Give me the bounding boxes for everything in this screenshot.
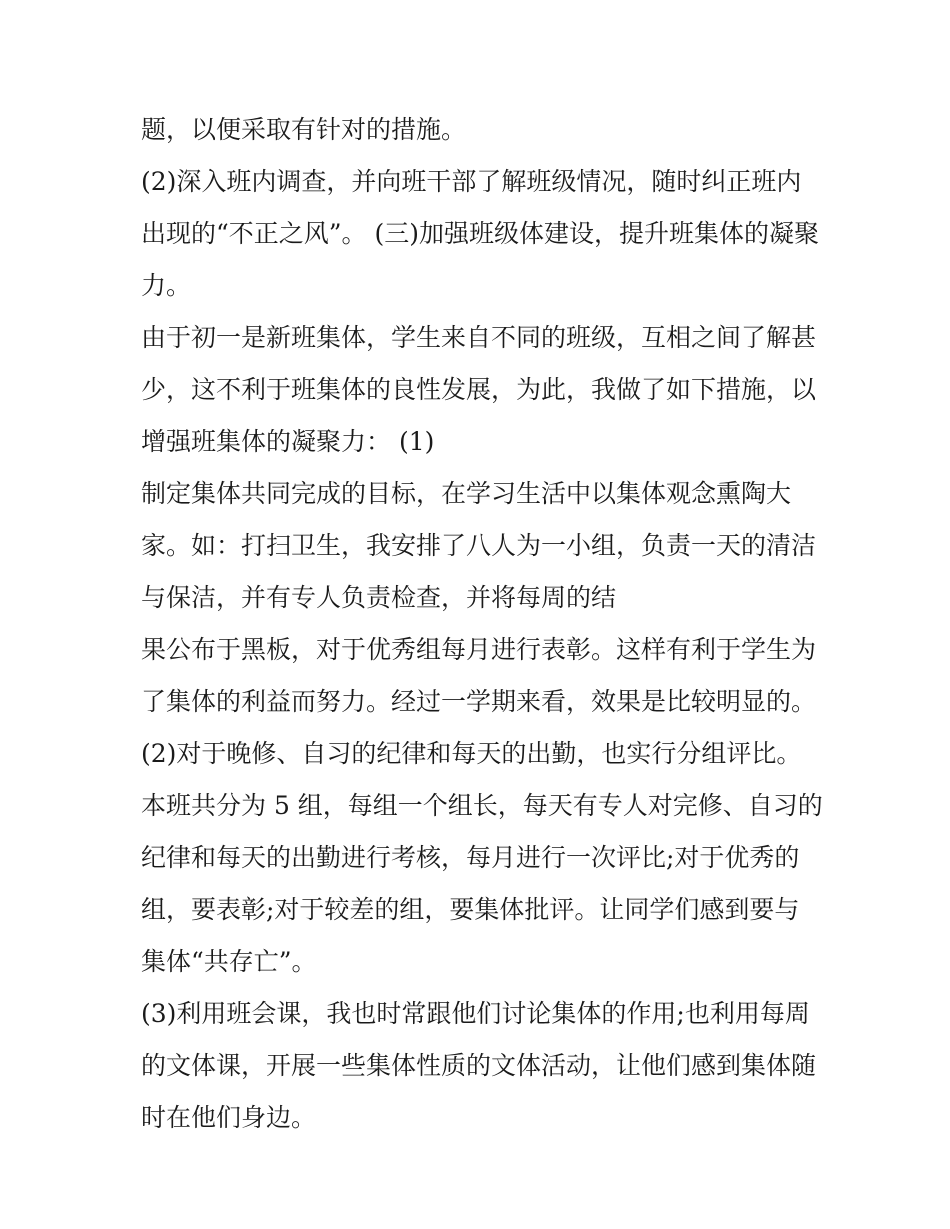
- text-line: 与保洁，并有专人负责检查，并将每周的结: [141, 583, 617, 612]
- body-text: [141, 104, 821, 1144]
- text-line: 组，要表彰;对于较差的组，要集体批评。让同学们感到要与: [141, 895, 800, 924]
- text-line: 力。: [141, 271, 192, 300]
- text-line: 时在他们身边。: [141, 1103, 317, 1132]
- text-line: 本班共分为 5 组，每组一个组长，每天有专人对完修、自习的: [141, 791, 823, 820]
- text-line: (2)深入班内调查，并向班干部了解班级情况，随时纠正班内: [141, 167, 802, 196]
- text-line: 题，以便采取有针对的措施。: [141, 115, 467, 144]
- text-line: 出现的“不正之风”。 (三)加强班级体建设，提升班集体的凝聚: [141, 219, 820, 248]
- text-line: (3)利用班会课，我也时常跟他们讨论集体的作用;也利用每周: [141, 999, 810, 1028]
- text-line: 由于初一是新班集体，学生来自不同的班级，互相之间了解甚: [141, 323, 817, 352]
- text-line: 的文体课，开展一些集体性质的文体活动，让他们感到集体随: [141, 1051, 817, 1080]
- text-line: 家。如：打扫卫生，我安排了八人为一小组，负责一天的清洁: [141, 531, 817, 560]
- text-line: 了集体的利益而努力。经过一学期来看，效果是比较明显的。: [141, 687, 817, 716]
- text-line: (2)对于晚修、自习的纪律和每天的出勤，也实行分组评比。: [141, 739, 802, 768]
- text-line: 集体“共存亡”。: [141, 947, 317, 976]
- text-line: 纪律和每天的出勤进行考核，每月进行一次评比;对于优秀的: [141, 843, 800, 872]
- text-line: 制定集体共同完成的目标，在学习生活中以集体观念熏陶大: [141, 479, 792, 508]
- text-line: 增强班集体的凝聚力： (1): [141, 427, 435, 456]
- text-line: 少，这不利于班集体的良性发展，为此，我做了如下措施，以: [141, 375, 817, 404]
- text-line: 果公布于黑板，对于优秀组每月进行表彰。这样有利于学生为: [141, 635, 817, 664]
